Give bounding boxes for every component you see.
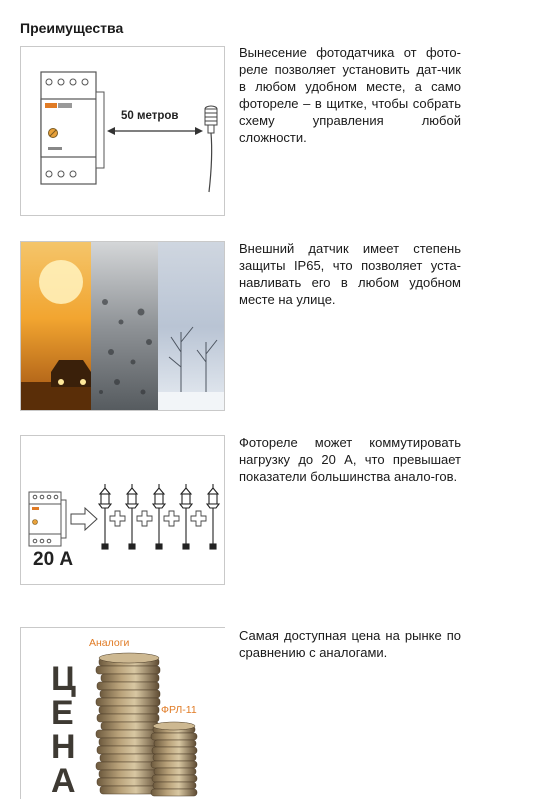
price-illustration bbox=[20, 627, 225, 799]
weather-collage-image bbox=[21, 242, 225, 411]
price-letter: Е bbox=[51, 694, 74, 732]
relay-sensor-illustration bbox=[20, 46, 225, 216]
page-title: Преимущества bbox=[20, 20, 124, 36]
plus-icon bbox=[110, 511, 206, 526]
distance-label: 50 метров bbox=[121, 110, 179, 122]
double-arrow-icon bbox=[71, 508, 97, 530]
block-1-text: Вынесение фотодатчика от фото-реле позволяет установить дат-чик в любом удобном месте, а само фотореле – в щитке, чтобы собрать схему управления любой сложности. bbox=[239, 45, 461, 145]
photo-sensor-icon bbox=[205, 106, 217, 192]
relay-device-icon bbox=[21, 47, 225, 216]
amperage-label: 20 А bbox=[33, 549, 74, 570]
weather-photo bbox=[20, 241, 225, 411]
product-label: ФРЛ-11 bbox=[161, 704, 197, 716]
block-2-text: Внешний датчик имеет степень защиты IP65, что позволяет уста-навливать его в любом удобном месте на улице. bbox=[239, 241, 461, 307]
block-4-text: Самая доступная цена на рынке по сравнению с аналогами. bbox=[239, 628, 461, 660]
price-letter: Н bbox=[51, 728, 76, 766]
relay-device-icon bbox=[29, 492, 66, 546]
price-letter: Ц bbox=[51, 660, 76, 698]
block-3-text: Фотореле может коммутировать нагрузку до 20 А, что превышает показатели большинства анало-гов. bbox=[239, 435, 461, 484]
load-illustration bbox=[20, 435, 225, 585]
analogs-label: Аналоги bbox=[89, 637, 130, 649]
price-letter: А bbox=[51, 762, 76, 799]
